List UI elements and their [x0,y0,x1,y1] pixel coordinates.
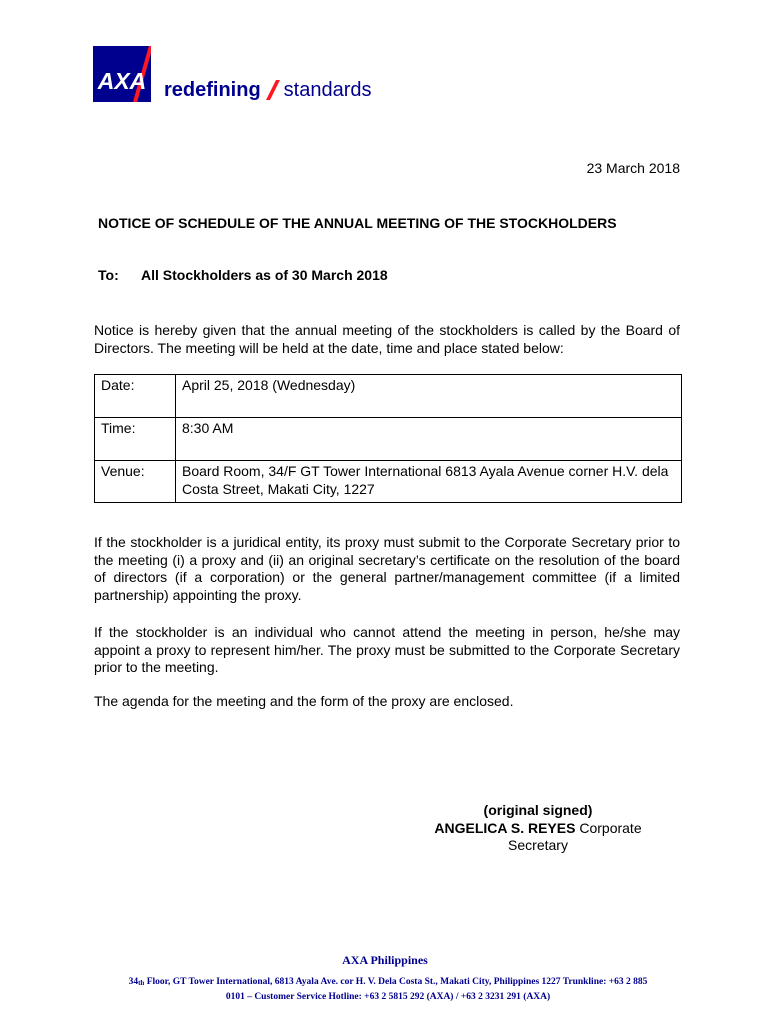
axa-logo-graphic [93,46,151,102]
detail-value: 8:30 AM [176,418,682,461]
enclosure-paragraph: The agenda for the meeting and the form of the proxy are enclosed. [94,693,514,709]
footer-company: AXA Philippines [342,953,428,967]
signatory-position: Corporate Secretary [508,819,642,853]
signature-block [418,802,658,855]
footer-address [88,975,688,1004]
detail-label: Date: [95,375,176,418]
footer-floor-suffix: th [138,979,145,987]
letter-date: 23 March 2018 [586,160,680,176]
detail-label: Time: [95,418,176,461]
tagline-slash-icon [266,80,280,100]
individual-paragraph: If the stockholder is an individual who cannot attend the meeting in person, he/she may appoint a proxy to represent him/her. The proxy must be submitted to the Corporate Secretary prior to the meeting. [94,624,680,675]
notice-title: NOTICE OF SCHEDULE OF THE ANNUAL MEETING OF THE STOCKHOLDERS [98,215,617,231]
tagline-normal: standards [283,79,372,101]
detail-label: Venue: [95,461,176,503]
intro-paragraph: Notice is hereby given that the annual meeting of the stockholders is called by the Board of Directors. The meeting will be held at the date, time and place stated below: [94,322,680,356]
juridical-entity-paragraph: If the stockholder is a juridical entity, its proxy must submit to the Corporate Secretary prior to the meeting (i) a proxy and (ii) an original secretary’s certificate on the resolution of the board of directors (if a corporation) or the general partner/management committee (if a limited partnership) appointing the proxy. [94,534,680,603]
footer-address-line-2: 0101 – Customer Service Hotline: +63 2 5815 292 (AXA) / +63 2 3231 291 (AXA) [225,992,551,1002]
recipient-label: To: [98,267,119,283]
logo-text: AXA [97,68,147,94]
signatory-name: ANGELICA S. REYES [434,819,576,836]
table-row [95,461,682,503]
tagline-bold: redefining [164,79,261,101]
meeting-details-table [94,374,682,503]
signed-note: (original signed) [483,802,593,818]
recipient-value: All Stockholders as of 30 March 2018 [141,267,388,283]
table-row [95,418,682,461]
axa-logo [93,46,151,102]
detail-value: April 25, 2018 (Wednesday) [176,375,682,418]
footer-address-line-1: Floor, GT Tower International, 6813 Ayala Ave. cor H. V. Dela Costa St., Makati City, Philippines 1227 Trunkline: +63 2 885 [146,977,648,987]
footer-floor-number: 34 [128,977,139,987]
tagline [164,78,372,102]
table-row [95,375,682,418]
detail-value: Board Room, 34/F GT Tower International 6813 Ayala Avenue corner H.V. dela Costa Street, Makati City, 1227 [176,461,682,503]
